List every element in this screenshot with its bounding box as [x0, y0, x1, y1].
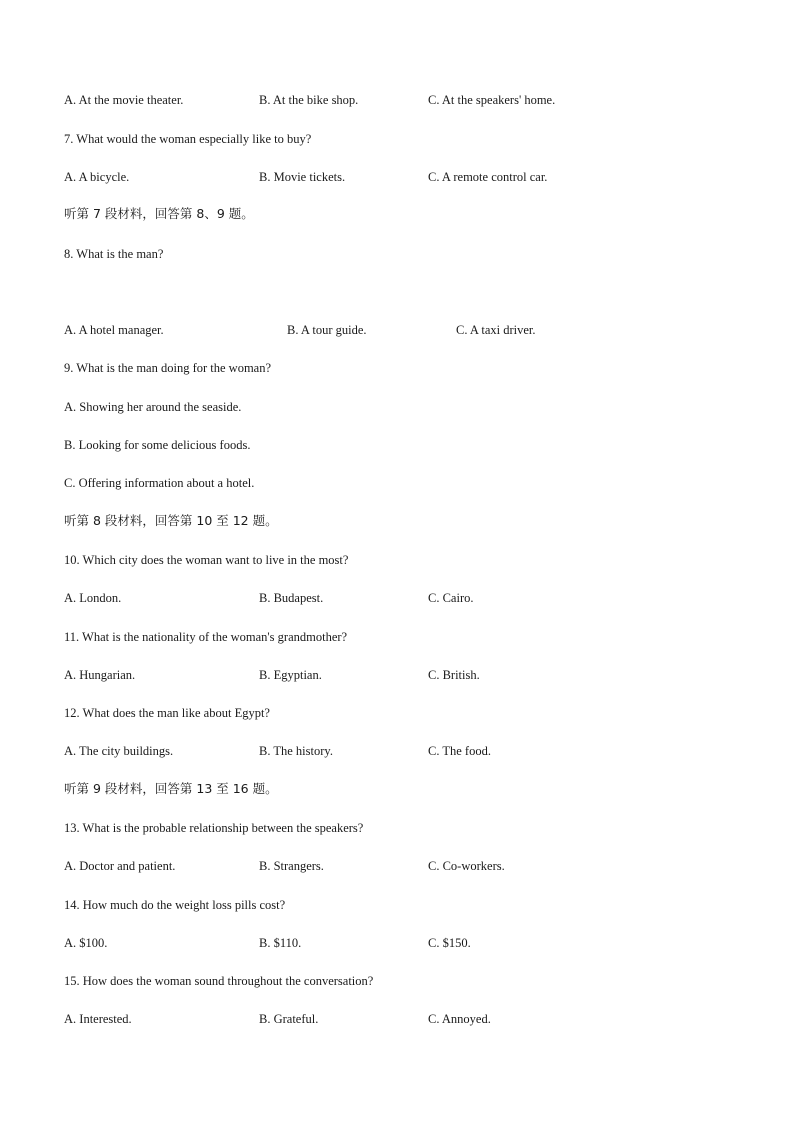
q13-stem: 13. What is the probable relationship between the speakers? — [64, 821, 364, 835]
q12-option-b: B. The history. — [259, 744, 333, 758]
q10-stem: 10. Which city does the woman want to live in the most? — [64, 553, 349, 567]
q9-option-a: A. Showing her around the seaside. — [64, 400, 242, 414]
q14-option-c: C. $150. — [428, 936, 471, 950]
q9-option-c: C. Offering information about a hotel. — [64, 476, 255, 490]
q12-option-c: C. The food. — [428, 744, 491, 758]
q6-option-a: A. At the movie theater. — [64, 93, 184, 107]
q11-option-c: C. British. — [428, 668, 480, 682]
q8-option-c: C. A taxi driver. — [456, 323, 536, 337]
section-7-instruction: 听第 7 段材料，回答第 8、9 题。 — [64, 206, 254, 221]
q7-option-b: B. Movie tickets. — [259, 170, 346, 184]
q13-option-b: B. Strangers. — [259, 859, 324, 873]
q11-option-a: A. Hungarian. — [64, 668, 136, 682]
q10-option-b: B. Budapest. — [259, 591, 324, 605]
q14-option-a: A. $100. — [64, 936, 108, 950]
q15-option-b: B. Grateful. — [259, 1012, 319, 1026]
q6-option-c: C. At the speakers' home. — [428, 93, 556, 107]
q14-option-b: B. $110. — [259, 936, 302, 950]
q13-option-a: A. Doctor and patient. — [64, 859, 176, 873]
q7-option-a: A. A bicycle. — [64, 170, 130, 184]
q11-stem: 11. What is the nationality of the woman's grandmother? — [64, 630, 348, 644]
q12-stem: 12. What does the man like about Egypt? — [64, 706, 270, 720]
section-9-instruction: 听第 9 段材料，回答第 13 至 16 题。 — [64, 781, 278, 796]
q7-option-c: C. A remote control car. — [428, 170, 548, 184]
q10-option-c: C. Cairo. — [428, 591, 474, 605]
q13-option-c: C. Co-workers. — [428, 859, 505, 873]
q8-option-a: A. A hotel manager. — [64, 323, 164, 337]
q7-stem: 7. What would the woman especially like to buy? — [64, 132, 312, 146]
q9-stem: 9. What is the man doing for the woman? — [64, 361, 272, 375]
q15-option-a: A. Interested. — [64, 1012, 132, 1026]
q10-option-a: A. London. — [64, 591, 122, 605]
q9-option-b: B. Looking for some delicious foods. — [64, 438, 251, 452]
q6-option-b: B. At the bike shop. — [259, 93, 359, 107]
q11-option-b: B. Egyptian. — [259, 668, 322, 682]
q8-stem: 8. What is the man? — [64, 247, 164, 261]
section-8-instruction: 听第 8 段材料，回答第 10 至 12 题。 — [64, 513, 278, 528]
q15-stem: 15. How does the woman sound throughout the conversation? — [64, 974, 374, 988]
q12-option-a: A. The city buildings. — [64, 744, 174, 758]
q15-option-c: C. Annoyed. — [428, 1012, 491, 1026]
q14-stem: 14. How much do the weight loss pills cost? — [64, 898, 286, 912]
q8-option-b: B. A tour guide. — [287, 323, 367, 337]
